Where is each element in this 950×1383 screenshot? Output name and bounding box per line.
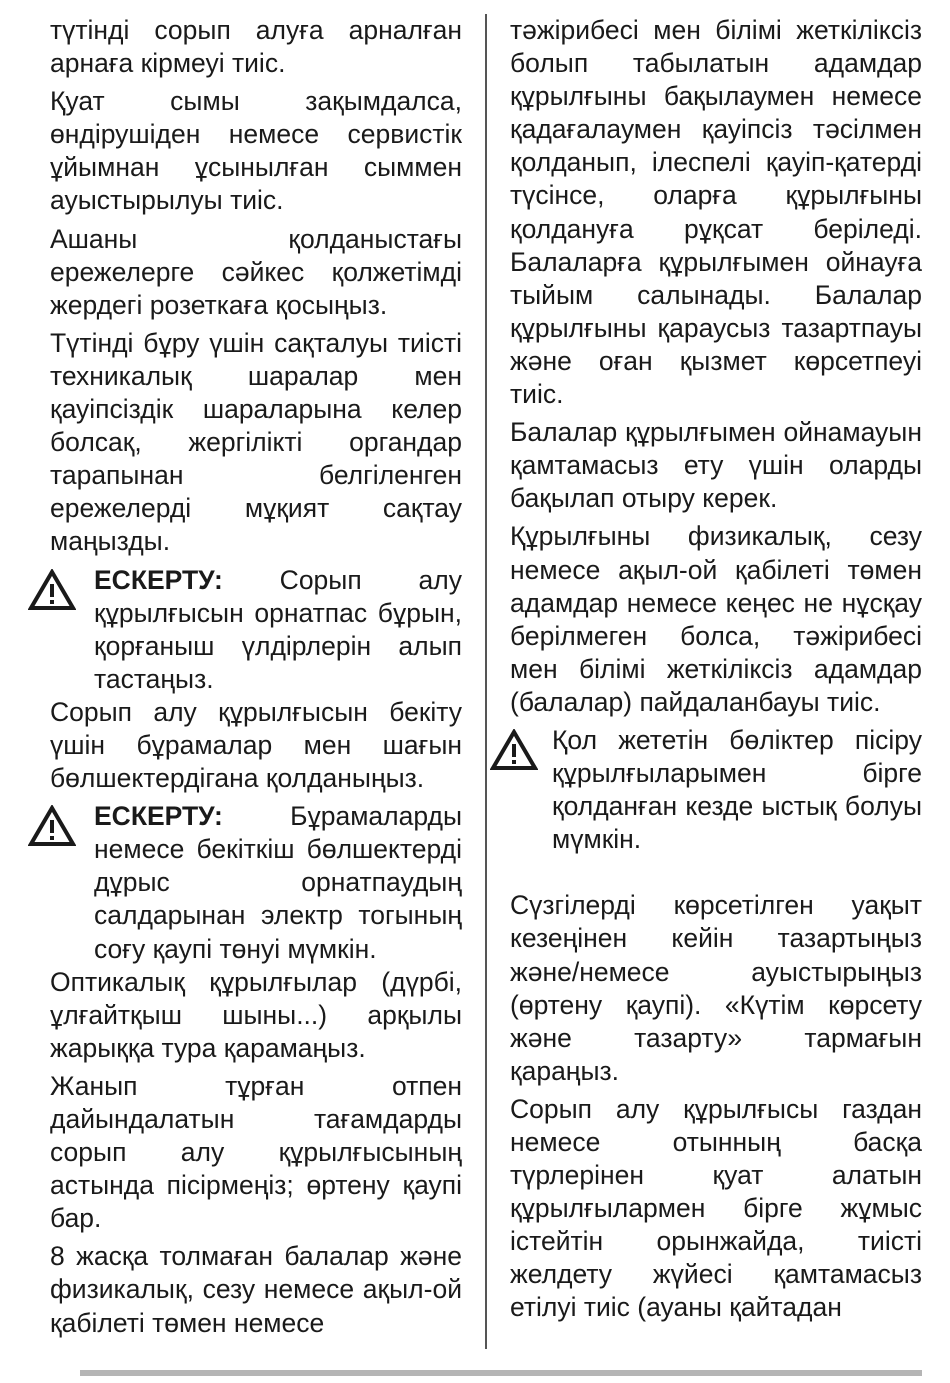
paragraph-screws: Сорып алу құрылғысын бекіту үшін бұрамалар мен шағын бөлшектердігана қолданыңыз. bbox=[50, 696, 462, 794]
paragraph-children-8: 8 жасқа толмаған балалар және физикалық, сезу немесе ақыл-ой қабілеті төмен немесе bbox=[50, 1241, 462, 1338]
paragraph-ventilation: Сорып алу құрылғысы газдан немесе отынның басқа түрлерінен қуат алатын құрылғылармен бірге жұмыс істейтін орынжайда, тиісті желдету жүйесі қамтамасыз етілуі тиіс (ауаны қайтадан bbox=[510, 1093, 922, 1323]
paragraph-gap bbox=[510, 856, 922, 889]
paragraph-smoke-channel: түтінді сорып алуға арналған арнаға кірмеуі тиіс. bbox=[50, 15, 462, 79]
paragraph-power-cord: Қуат сымы зақымдалса, өндірушіден немесе сервистік ұйымнан ұсынылған сыммен ауыстырылуы тиіс. bbox=[50, 86, 462, 216]
warning-text: Қол жететін бөліктер пісіру құрылғыларымен бірге қолданған кезде ыстық болуы мүмкін. bbox=[552, 724, 922, 855]
right-column bbox=[510, 14, 922, 1330]
warning-electric-shock bbox=[50, 800, 462, 965]
footer-rule bbox=[80, 1370, 922, 1376]
warning-triangle-icon bbox=[490, 729, 538, 771]
warning-text: Бұрамаларды немесе бекіткіш бөлшектерді дұрыс орнатпаудың салдарынан электр тогының соғу қаупі төнуі мүмкін. bbox=[94, 801, 462, 964]
warning-triangle-icon bbox=[28, 569, 76, 611]
warning-title: ЕСКЕРТУ: bbox=[94, 564, 223, 595]
paragraph-flambe: Жанып тұрған отпен дайындалатын тағамдарды сорып алу құрылғысының астында пісірмеңіз; өртену қаупі бар. bbox=[50, 1070, 462, 1234]
paragraph-filters: Сүзгілерді көрсетілген уақыт кезеңінен кейін тазартыңыз және/немесе ауыстырыңыз (өртену қаупі). «Күтім көрсету және тазарту» тармағын қараңыз. bbox=[510, 890, 922, 1086]
warning-hot-parts bbox=[510, 724, 922, 856]
paragraph-optical-devices: Оптикалық құрылғылар (дүрбі, ұлғайтқыш шыны...) арқылы жарыққа тура қарамаңыз. bbox=[50, 966, 462, 1063]
column-divider bbox=[485, 14, 487, 1349]
paragraph-local-regulations: Түтінді бұру үшін сақталуы тиісті техникалық шаралар мен қауіпсіздік шараларына келер болсақ, жергілікті органдар тарапынан белгіленген ережелерді мұқият сақтау маңызды. bbox=[50, 327, 462, 557]
left-column bbox=[50, 14, 462, 1345]
warning-protective-film bbox=[50, 564, 462, 696]
paragraph-plug-socket: Ашаны қолданыстағы ережелерге сәйкес қолжетімді жердегі розеткаға қосыңыз. bbox=[50, 223, 462, 320]
warning-title: ЕСКЕРТУ: bbox=[94, 801, 223, 832]
paragraph-children-play: Балалар құрылғымен ойнамауын қамтамасыз ету үшін оларды бақылап отыру керек. bbox=[510, 417, 922, 514]
warning-triangle-icon bbox=[28, 805, 76, 847]
paragraph-reduced-capabilities: Құрылғыны физикалық, сезу немесе ақыл-ой қабілеті төмен адамдар немесе кеңес не нұсқау берілмеген болса, тәжірибесі мен білімі жеткіліксіз адамдар (балалар) пайдаланбауы тиіс. bbox=[510, 521, 922, 717]
paragraph-supervision: тәжірибесі мен білімі жеткіліксіз болып табылатын адамдар құрылғыны бақылаумен немесе қадағалаумен қауіпсіз тәсілмен қолданып, ілеспелі қауіп-қатерді түсінсе, оларға құрылғыны қолдануға рұқсат беріледі. Балаларға құрылғымен ойнауға тыйым салынады. Балалар құрылғыны қараусыз тазартпауы және оған қызмет көрсетпеуі тиіс. bbox=[510, 15, 922, 410]
warning-text: Сорып алу құрылғысын орнатпас бұрын, қорғаныш үлдірлерін алып тастаңыз. bbox=[94, 564, 462, 694]
